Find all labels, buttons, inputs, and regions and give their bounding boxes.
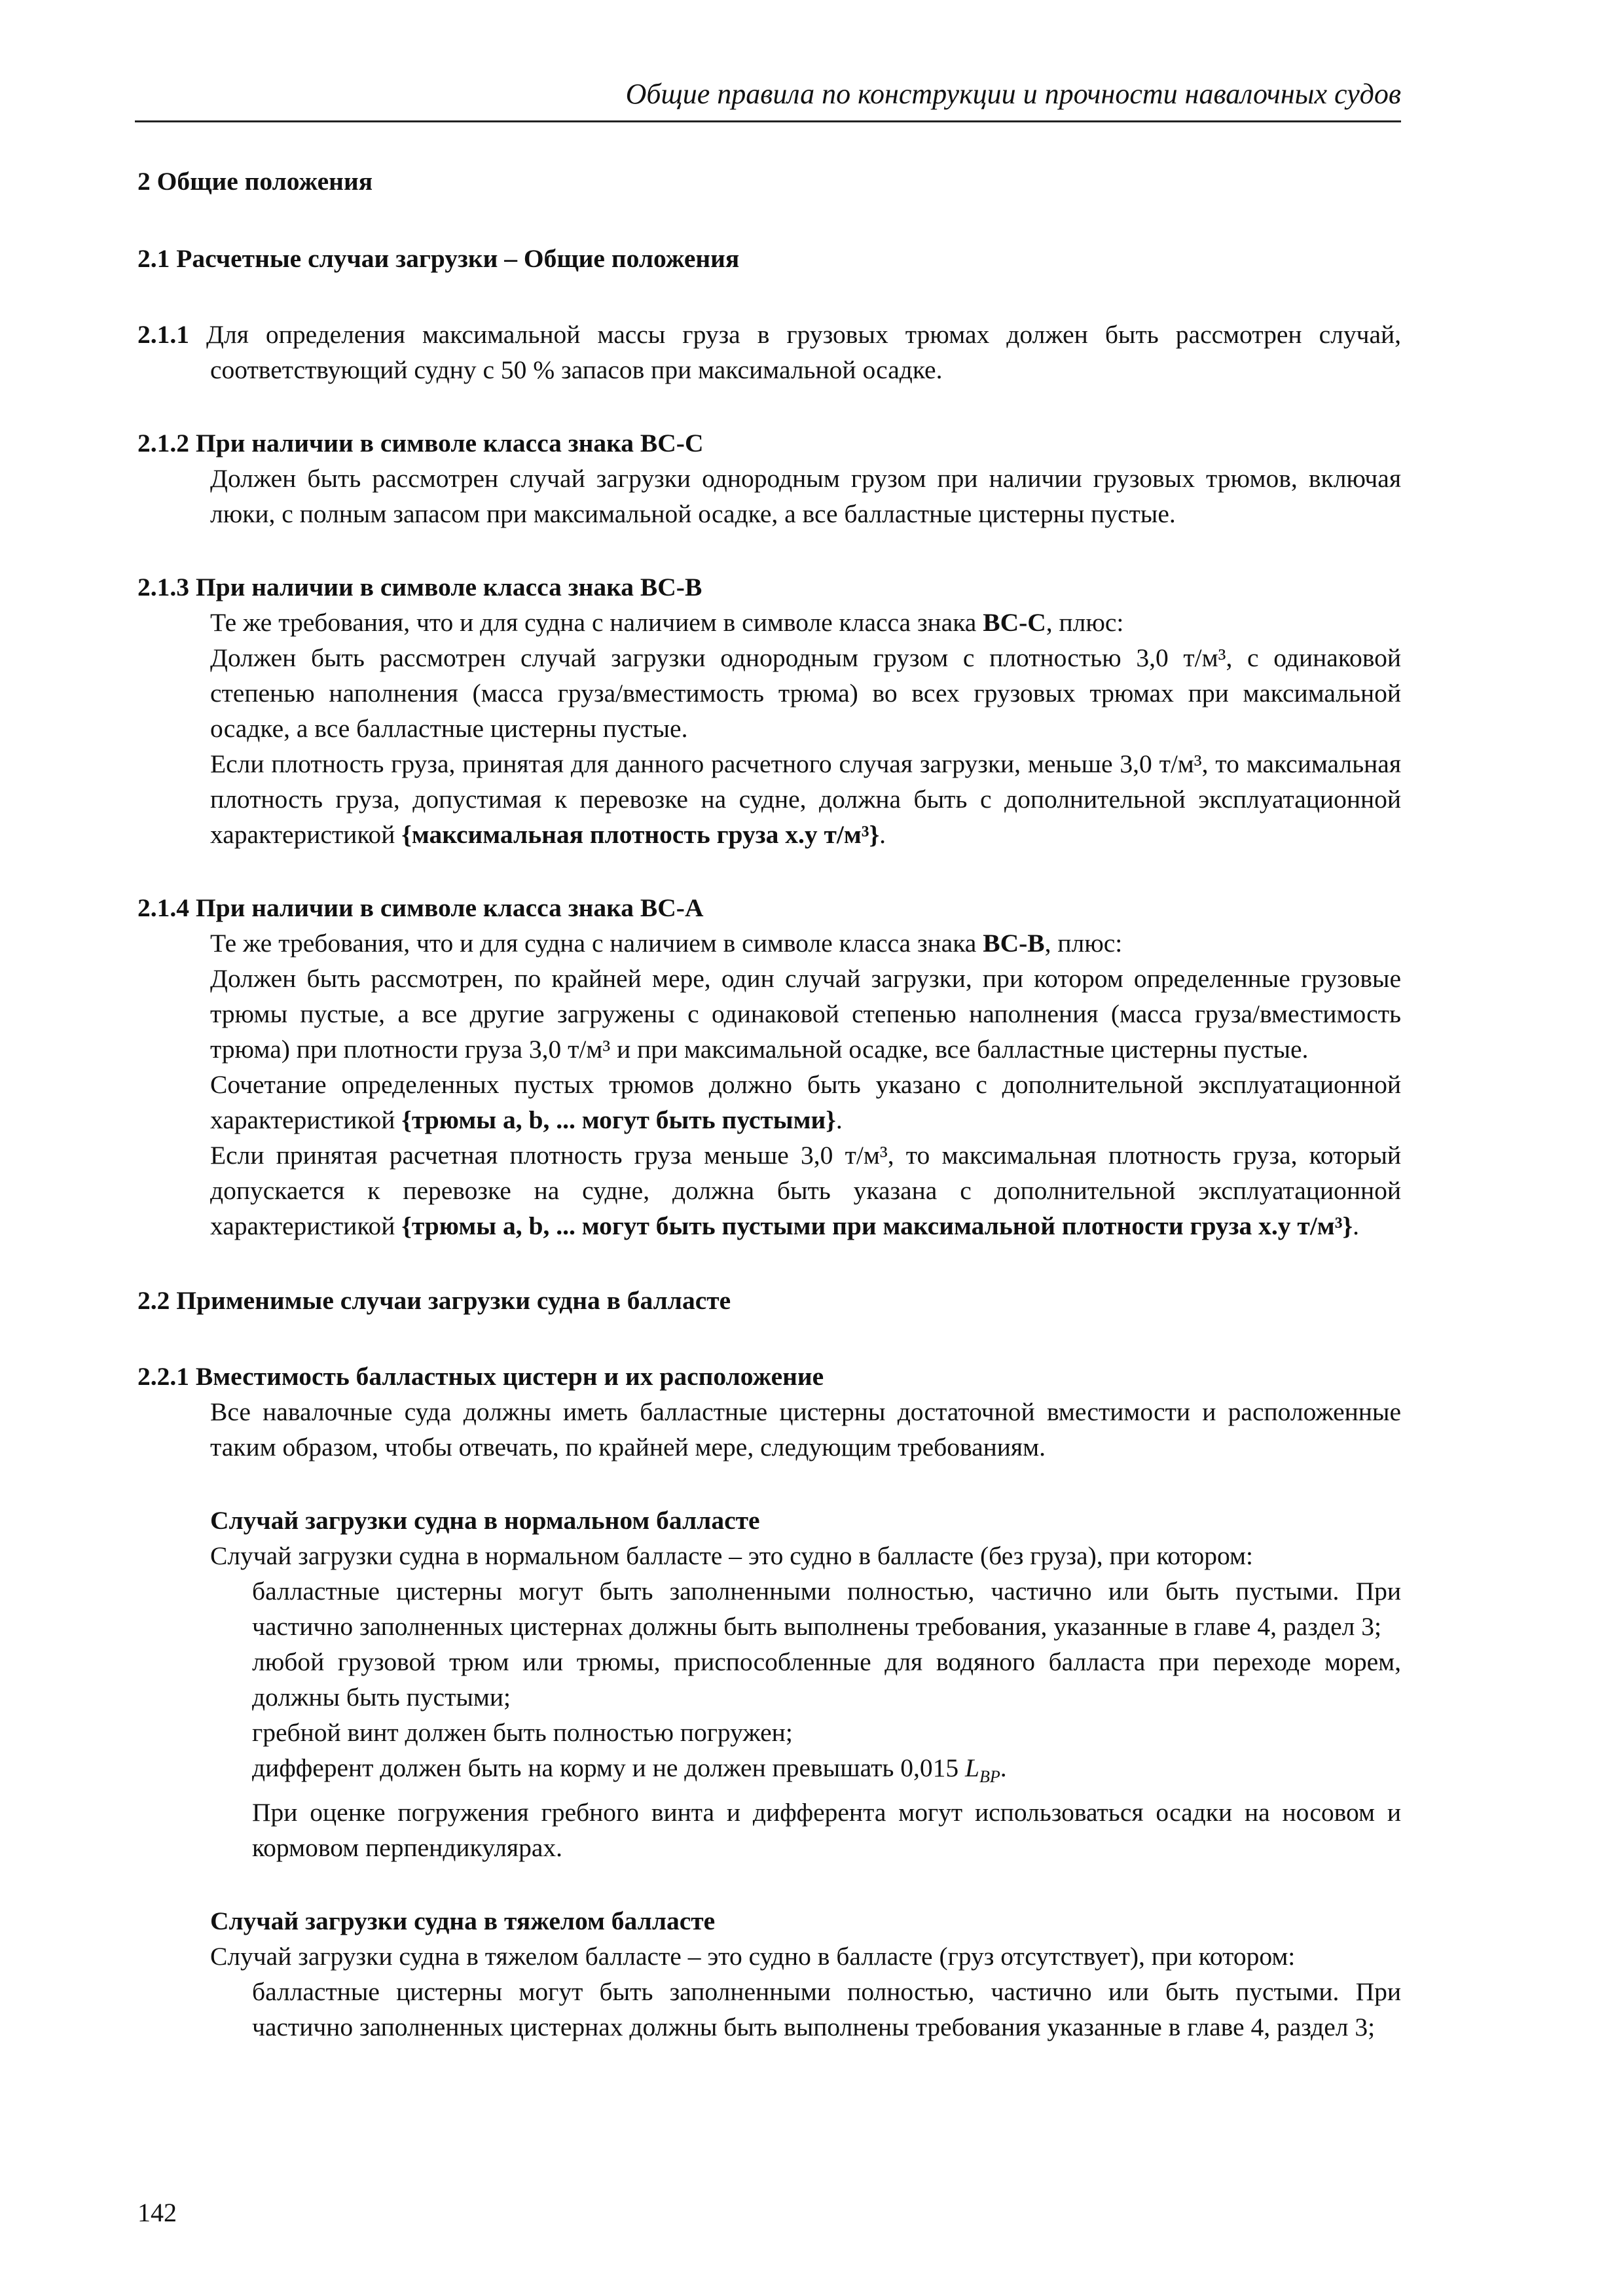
clause-2-1-1 bbox=[137, 317, 1401, 387]
clause-2-1-4-p4 bbox=[137, 1138, 1401, 1244]
clause-2-1-1-text: Для определения максимальной массы груза в грузовых трюмах должен быть рассмотрен случай, соответствующий судну с 50 % запасов при максимальной осадке. bbox=[189, 320, 1401, 384]
clause-2-1-3-heading: 2.1.3 При наличии в символе класса знака BC-B bbox=[137, 573, 702, 601]
section-2-1-heading: 2.1 Расчетные случаи загрузки – Общие положения bbox=[137, 244, 740, 273]
text-run: . bbox=[835, 1105, 843, 1134]
normal-ballast-item-5: При оценке погружения гребного винта и дифферента могут использоваться осадки на носовом и кормовом перпендикулярах. bbox=[252, 1797, 1401, 1862]
text-run: дифферент должен быть на корму и не должен превышать 0,015 bbox=[252, 1753, 966, 1782]
section-2-2-heading: 2.2 Применимые случаи загрузки судна в балласте bbox=[137, 1286, 731, 1315]
heavy-ballast-heading: Случай загрузки судна в тяжелом балласте bbox=[210, 1906, 716, 1935]
section-2-heading: 2 Общие положения bbox=[137, 167, 373, 196]
text-run: , плюс: bbox=[1046, 608, 1124, 637]
length-symbol: L bbox=[965, 1753, 979, 1782]
text-run: . bbox=[879, 820, 886, 849]
normal-ballast-item-4 bbox=[137, 1750, 1401, 1795]
text-run: Если плотность груза, принятая для данного расчетного случая загрузки, меньше 3,0 т/м³, то максимальная плотность груза, допустимая к перевозке на судне, должна быть с дополнительной эксплуатационной характеристикой bbox=[210, 749, 1401, 849]
clause-2-1-2-heading: 2.1.2 При наличии в символе класса знака BC-C bbox=[137, 429, 704, 457]
heavy-ballast-intro: Случай загрузки судна в тяжелом балласте – это судно в балласте (груз отсутствует), при котором: bbox=[210, 1941, 1296, 1971]
normal-ballast-item-2: любой грузовой трюм или трюмы, приспособленные для водяного балласта при переходе морем, должны быть пустыми; bbox=[252, 1647, 1401, 1712]
class-notation: BC-C bbox=[983, 608, 1046, 637]
text-run: , плюс: bbox=[1044, 929, 1123, 958]
clause-2-1-4-p1 bbox=[137, 925, 1401, 961]
class-notation: BC-B bbox=[983, 929, 1045, 958]
clause-2-1-4-p2: Должен быть рассмотрен, по крайней мере, один случай загрузки, при котором определенные грузовые трюмы пустые, а все другие загружены с одинаковой степенью наполнения (масса груза/вместимость трюма) при плотности груза 3,0 т/м³ и при максимальной осадке, все балластные цистерны пустые. bbox=[210, 964, 1401, 1064]
text-run: . bbox=[1000, 1753, 1007, 1782]
operational-notation: {трюмы a, b, ... могут быть пустыми при максимальной плотности груза x.y т/м³} bbox=[401, 1211, 1353, 1240]
page-number: 142 bbox=[137, 2198, 177, 2227]
text-run: Те же требования, что и для судна с наличием в символе класса знака bbox=[210, 608, 983, 637]
clause-2-2-1-text: Все навалочные суда должны иметь балластные цистерны достаточной вместимости и расположенные таким образом, чтобы отвечать, по крайней мере, следующим требованиям. bbox=[210, 1397, 1401, 1462]
normal-ballast-item-3: гребной винт должен быть полностью погружен; bbox=[252, 1718, 793, 1747]
clause-2-1-1-number: 2.1.1 bbox=[137, 320, 189, 349]
running-header: Общие правила по конструкции и прочности навалочных судов bbox=[135, 73, 1401, 122]
page-body bbox=[137, 164, 1401, 2045]
clause-2-1-4-p3 bbox=[137, 1067, 1401, 1138]
text-run: Если принятая расчетная плотность груза меньше 3,0 т/м³, то максимальная плотность груза, который допускается к перевозке на судне, должна быть указана с дополнительной эксплуатационной характеристикой bbox=[210, 1141, 1401, 1240]
text-run: . bbox=[1353, 1211, 1359, 1240]
clause-2-2-1-heading: 2.2.1 Вместимость балластных цистерн и их расположение bbox=[137, 1362, 824, 1391]
normal-ballast-heading: Случай загрузки судна в нормальном балласте bbox=[210, 1506, 760, 1535]
length-subscript: BP bbox=[979, 1767, 1000, 1786]
operational-notation: {трюмы a, b, ... могут быть пустыми} bbox=[401, 1105, 836, 1134]
normal-ballast-item-1: балластные цистерны могут быть заполненными полностью, частично или быть пустыми. При частично заполненных цистернах должны быть выполнены требования, указанные в главе 4, раздел 3; bbox=[252, 1577, 1401, 1641]
text-run: Сочетание определенных пустых трюмов должно быть указано с дополнительной эксплуатационной характеристикой bbox=[210, 1070, 1401, 1134]
text-run: Те же требования, что и для судна с наличием в символе класса знака bbox=[210, 929, 983, 958]
clause-2-1-4-heading: 2.1.4 При наличии в символе класса знака BC-A bbox=[137, 893, 704, 922]
clause-2-1-3-p1 bbox=[137, 605, 1401, 640]
clause-2-1-3-p2: Должен быть рассмотрен случай загрузки однородным грузом с плотностью 3,0 т/м³, с одинаковой степенью наполнения (масса груза/вместимость трюма) во всех грузовых трюмах при максимальной осадке, а все балластные цистерны пустые. bbox=[210, 643, 1401, 743]
heavy-ballast-item-1: балластные цистерны могут быть заполненными полностью, частично или быть пустыми. При частично заполненных цистернах должны быть выполнены требования указанные в главе 4, раздел 3; bbox=[252, 1977, 1401, 2041]
clause-2-1-2-text: Должен быть рассмотрен случай загрузки однородным грузом при наличии грузовых трюмов, включая люки, с полным запасом при максимальной осадке, а все балластные цистерны пустые. bbox=[210, 464, 1401, 528]
operational-notation: {максимальная плотность груза x.y т/м³} bbox=[401, 820, 880, 849]
normal-ballast-intro: Случай загрузки судна в нормальном балласте – это судно в балласте (без груза), при котором: bbox=[210, 1541, 1253, 1570]
clause-2-1-3-p3 bbox=[137, 746, 1401, 852]
